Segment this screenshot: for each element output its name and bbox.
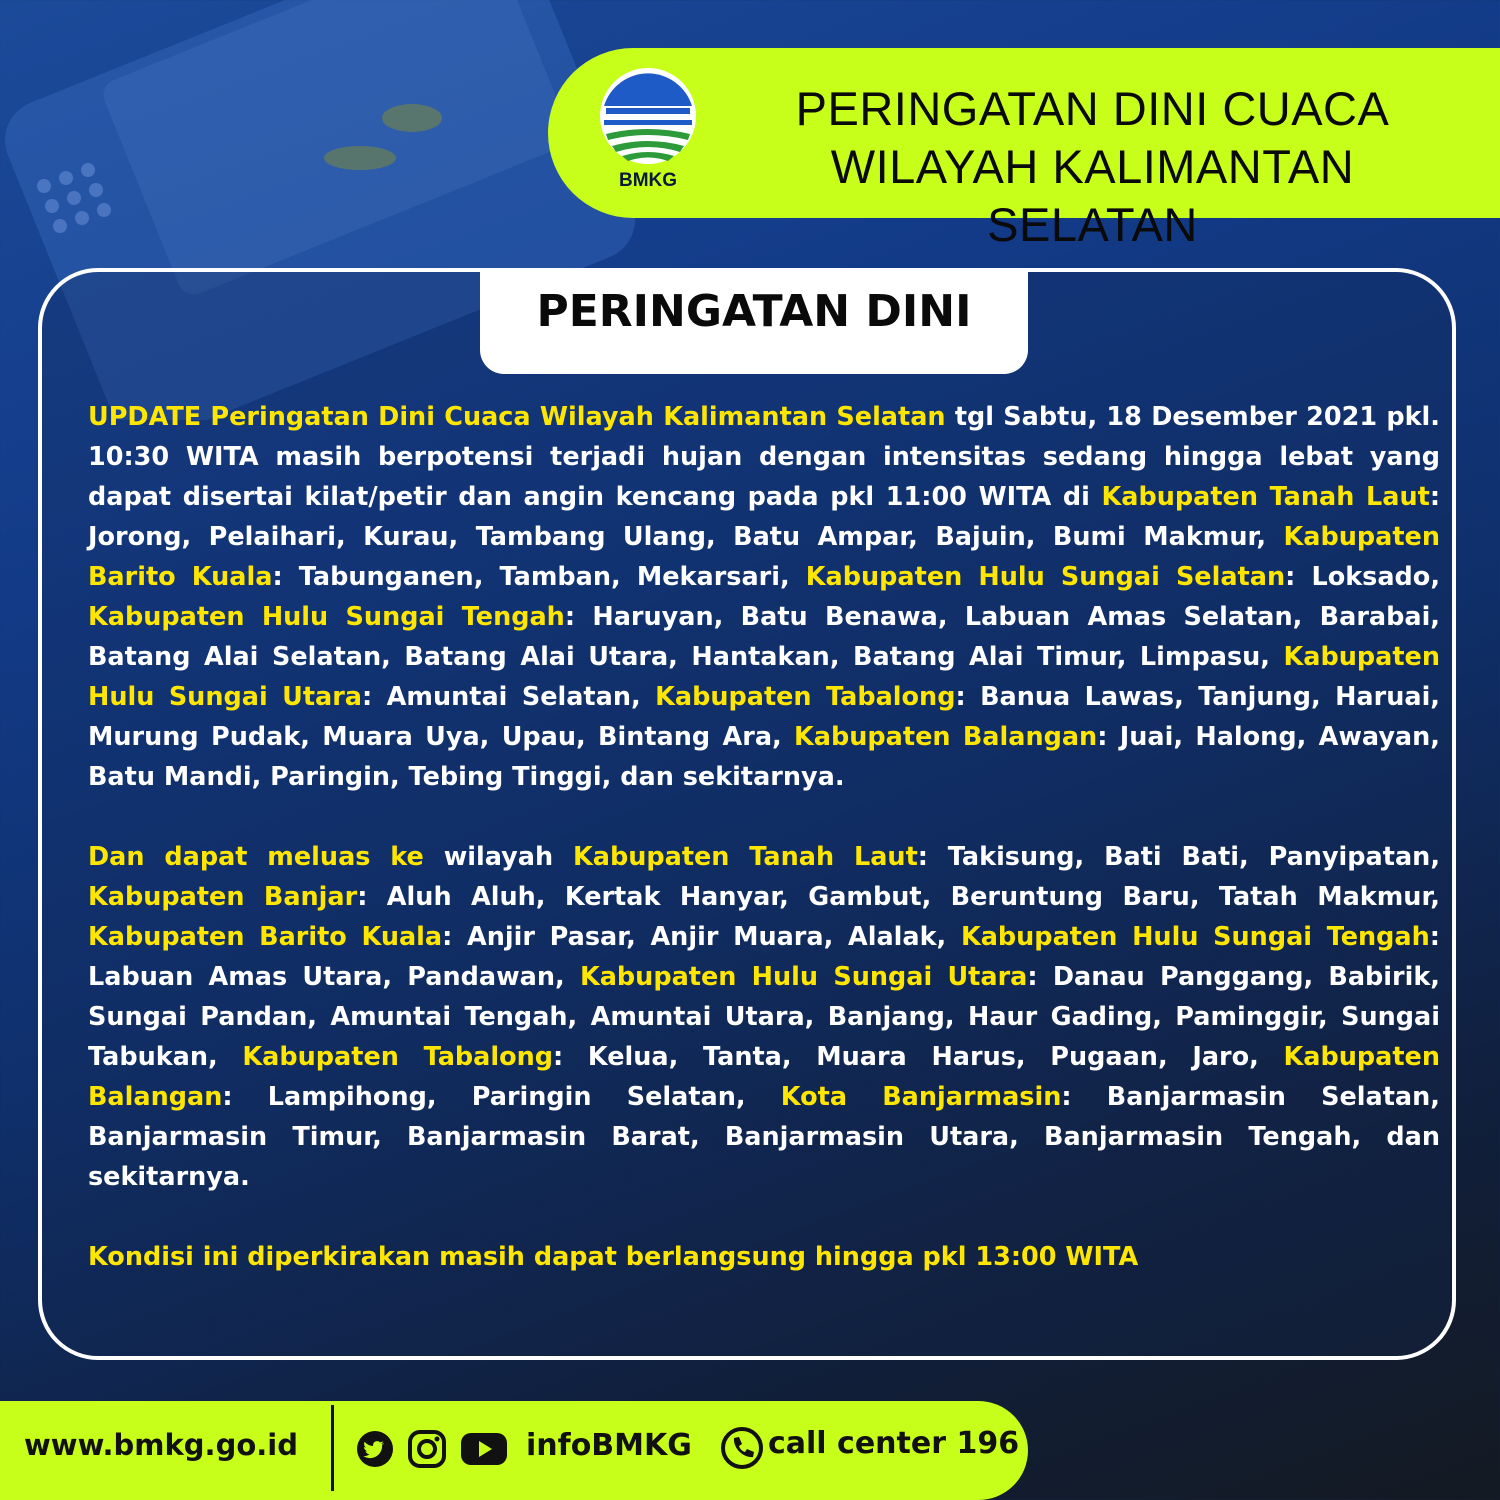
highlight-text: Kabupaten Tabalong [655,682,956,712]
body-text: : Juai, Halong, Awayan, Batu Mandi, Paringin, Tebing Tinggi, dan sekitarnya. [88,722,1440,792]
logo-text: BMKG [618,170,678,191]
footer-divider [331,1405,334,1491]
highlight-text: Kabupaten Barito Kuala [88,522,1440,592]
paragraph-1 [88,397,1440,797]
highlight-text: Kabupaten Balangan [794,722,1098,752]
highlight-text: UPDATE Peringatan Dini Cuaca Wilayah Kalimantan Selatan [88,402,946,432]
highlight-text: Kabupaten Hulu Sungai Selatan [805,562,1286,592]
body-text: : Haruyan, Batu Benawa, Labuan Amas Selatan, Barabai, Batang Alai Selatan, Batang Alai Utara, Hantakan, Batang Alai Timur, Limpasu, [88,602,1440,672]
highlight-text: Kabupaten Barito Kuala [88,922,443,952]
website-link[interactable]: www.bmkg.go.id [24,1428,298,1462]
body-text: wilayah [423,842,573,872]
paragraph-2 [88,837,1440,1197]
body-text: : Lampihong, Paringin Selatan, [222,1082,781,1112]
call-center-text[interactable]: call center 196 [768,1426,1020,1461]
body-text: : Labuan Amas Utara, Pandawan, [88,922,1440,992]
body-text: : Danau Panggang, Babirik, Sungai Pandan, Amuntai Tengah, Amuntai Utara, Banjang, Haur Gading, Paminggir, Sungai Tabukan, [88,962,1440,1072]
body-text: : Anjir Pasar, Anjir Muara, Alalak, [442,922,961,952]
highlight-text: Kabupaten Hulu Sungai Tengah [960,922,1430,952]
panel-title: PERINGATAN DINI [536,286,972,337]
body-text: : Loksado, [1285,562,1441,592]
warning-text [88,397,1440,1317]
highlight-text: Kabupaten Hulu Sungai Utara [88,642,1440,712]
body-text: : Takisung, Bati Bati, Panyipatan, [917,842,1441,872]
body-text: : Amuntai Selatan, [362,682,656,712]
body-text: : Jorong, Pelaihari, Kurau, Tambang Ulang, Batu Ampar, Bajuin, Bumi Makmur, [88,482,1441,552]
highlight-text: Kota Banjarmasin [780,1082,1062,1112]
highlight-text: Kabupaten Balangan [88,1042,1440,1112]
body-text: : Aluh Aluh, Kertak Hanyar, Gambut, Beruntung Baru, Tatah Makmur, [357,882,1440,912]
body-text: : Tabunganen, Tamban, Mekarsari, [272,562,806,592]
youtube-icon[interactable] [460,1430,508,1468]
instagram-icon[interactable] [408,1430,446,1468]
body-text: : Banua Lawas, Tanjung, Haruai, Murung Pudak, Muara Uya, Upau, Bintang Ara, [88,682,1440,752]
paragraph-3 [88,1237,1440,1277]
title-line-2: WILAYAH KALIMANTAN SELATAN [830,140,1355,251]
twitter-icon[interactable] [356,1430,394,1468]
body-text: : Kelua, Tanta, Muara Harus, Pugaan, Jaro, [553,1042,1284,1072]
body-text: : Banjarmasin Selatan, Banjarmasin Timur, Banjarmasin Barat, Banjarmasin Utara, Banjarmasin Tengah, dan sekitarnya. [88,1082,1440,1192]
page-title [720,80,1465,254]
body-text: tgl Sabtu, 18 Desember 2021 pkl. 10:30 WITA masih berpotensi terjadi hujan dengan intensitas sedang hingga lebat yang dapat disertai kilat/petir dan angin kencang pada pkl 11:00 WITA di [88,402,1440,512]
highlight-text: Kabupaten Tanah Laut [1101,482,1430,512]
highlight-text: Kondisi ini diperkirakan masih dapat berlangsung hingga pkl 13:00 WITA [88,1242,1139,1272]
phone-icon [720,1426,764,1470]
highlight-text: Kabupaten Banjar [88,882,358,912]
highlight-text: Kabupaten Tanah Laut [572,842,918,872]
title-line-1: PERINGATAN DINI CUACA [795,82,1390,135]
highlight-text: Kabupaten Hulu Sungai Tengah [88,602,565,632]
highlight-text: Kabupaten Tabalong [242,1042,554,1072]
highlight-text: Kabupaten Hulu Sungai Utara [579,962,1028,992]
social-handle[interactable]: infoBMKG [526,1428,692,1463]
highlight-text: Dan dapat meluas ke [88,842,424,872]
